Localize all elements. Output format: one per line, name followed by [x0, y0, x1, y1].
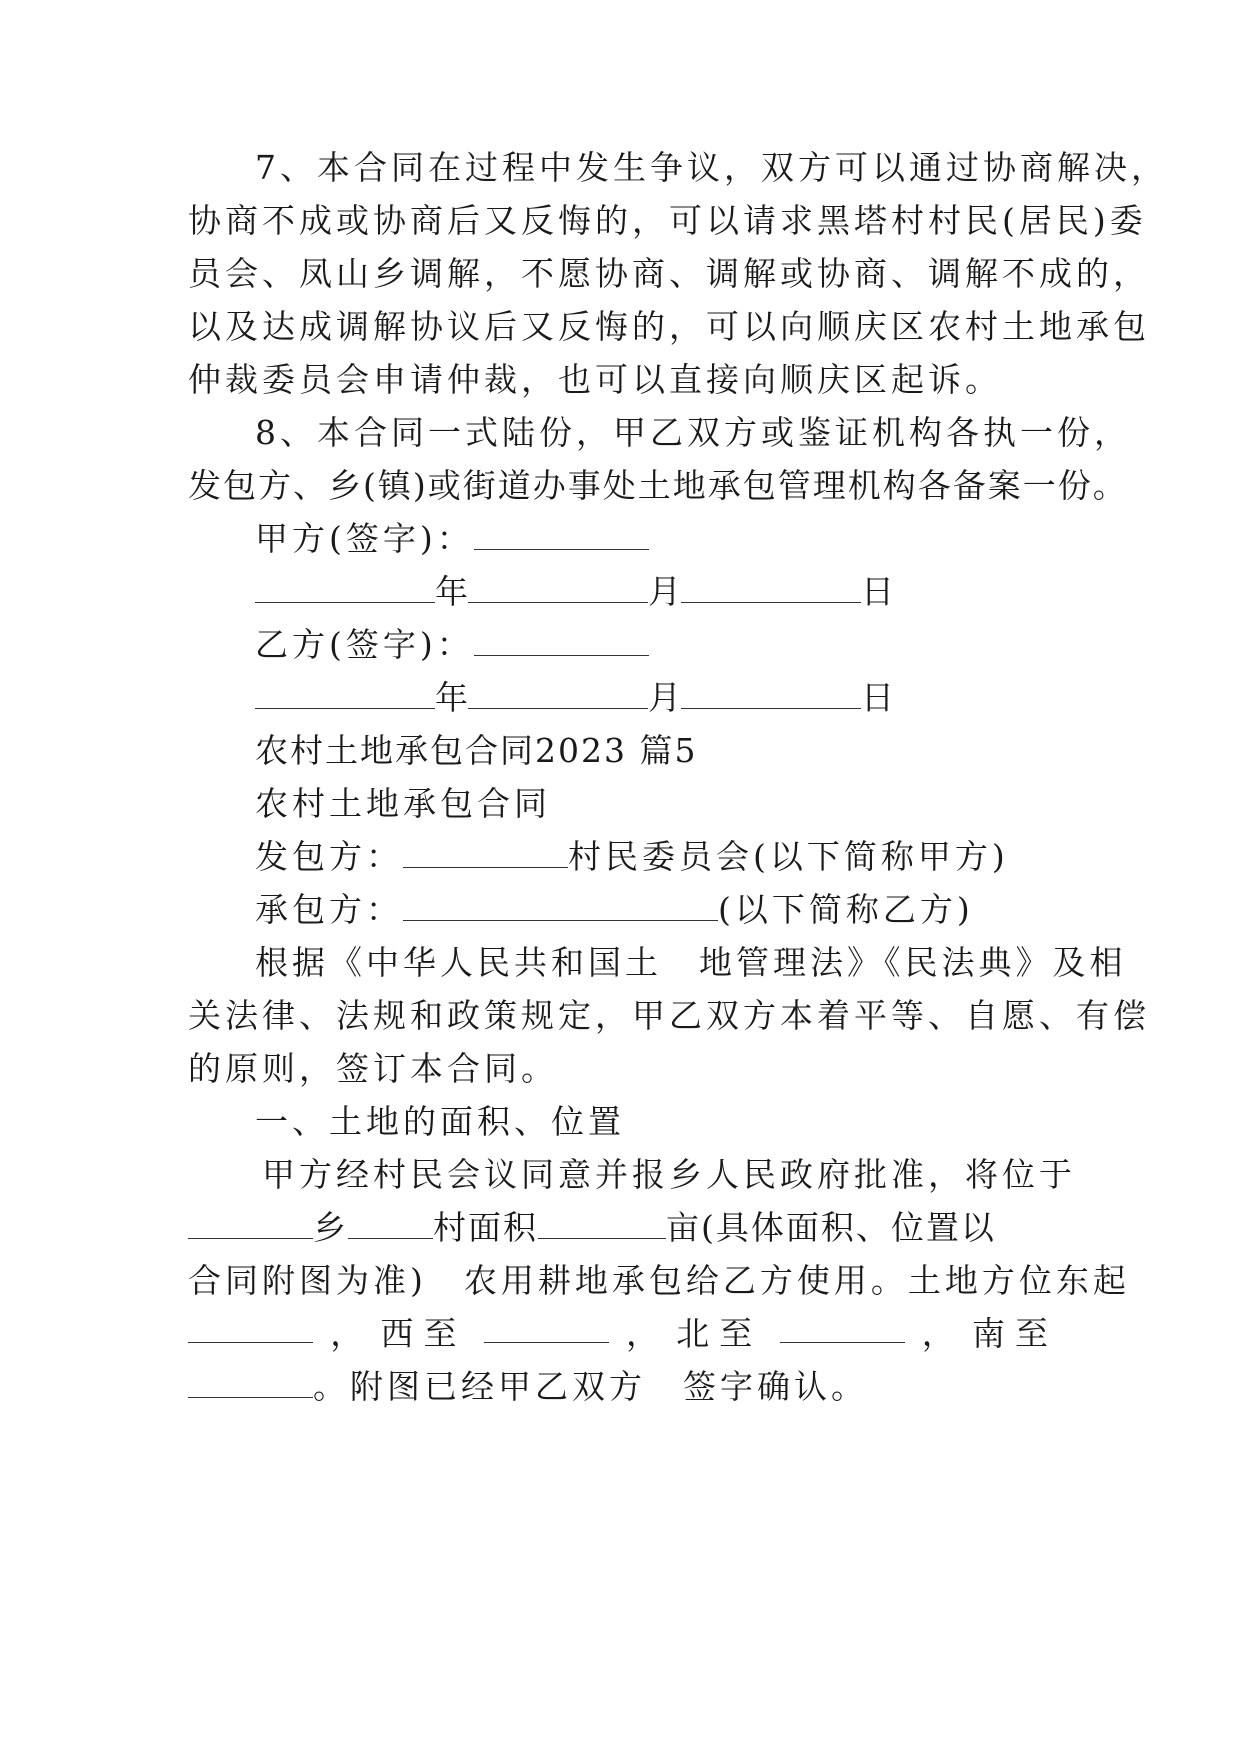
comma-1: ， — [330, 1314, 364, 1353]
clause-7-line-2: 协商不成或协商后又反悔的，可以请求黑塔村村民(居民)委 — [188, 201, 1147, 240]
day-label: 日 — [861, 572, 894, 611]
clause-7-line-5: 仲裁委员会申请仲裁，也可以直接向顺庆区起诉。 — [188, 360, 1002, 399]
clause-7-line-4: 以及达成调解协议后又反悔的，可以向顺庆区农村土地承包 — [188, 307, 1150, 346]
signature-b-row — [255, 625, 1125, 665]
comma-2: ， — [626, 1314, 659, 1353]
north-label: 北至 — [676, 1314, 763, 1353]
employer-label: 发包方： — [255, 837, 403, 876]
year-label: 年 — [435, 678, 468, 717]
clause-8-line-1: 8、本合同一式陆份，甲乙双方或鉴证机构各执一份， — [255, 413, 1131, 452]
intro-line-1: 根据《中华人民共和国土 地管理法》《民法典》及相 — [255, 943, 1127, 982]
south-blank[interactable] — [188, 1369, 313, 1398]
contract-title: 农村土地承包合同 — [255, 784, 551, 823]
intro-line-2: 关法律、法规和政策规定，甲乙双方本着平等、自愿、有偿 — [188, 996, 1150, 1035]
day-blank[interactable] — [681, 574, 861, 603]
signature-b-blank[interactable] — [474, 627, 649, 656]
mu-label: 亩(具体面积、位置以 — [666, 1208, 996, 1247]
year-blank[interactable] — [255, 574, 435, 603]
intro-line-3: 的原则，签订本合同。 — [188, 1049, 558, 1088]
contractor-blank[interactable] — [403, 892, 718, 921]
month-blank[interactable] — [468, 680, 648, 709]
year-blank[interactable] — [255, 680, 435, 709]
west-blank[interactable] — [484, 1314, 609, 1343]
land-line-5 — [188, 1367, 1058, 1407]
heading-land-area: 一、土地的面积、位置 — [255, 1102, 625, 1141]
signature-a-row — [255, 519, 1125, 559]
signature-a-date-row — [255, 572, 1125, 612]
contractor-label: 承包方： — [255, 890, 403, 929]
employer-suffix: 村民委员会(以下简称甲方) — [568, 837, 1009, 876]
cun-blank[interactable] — [348, 1210, 433, 1239]
contractor-suffix: (以下简称乙方) — [718, 890, 974, 929]
signature-b-label: 乙方(签字)： — [255, 625, 474, 664]
month-label: 月 — [648, 678, 681, 717]
land-line-4 — [188, 1314, 1058, 1354]
contractor-row — [255, 890, 1125, 930]
mu-blank[interactable] — [538, 1210, 666, 1239]
signature-b-date-row — [255, 678, 1125, 718]
west-label: 西至 — [380, 1314, 467, 1353]
east-blank[interactable] — [188, 1314, 313, 1343]
month-blank[interactable] — [468, 574, 648, 603]
cun-label: 村面积 — [433, 1208, 538, 1247]
month-label: 月 — [648, 572, 681, 611]
clause-8-line-2: 发包方、乡(镇)或街道办事处土地承包管理机构各备案一份。 — [188, 466, 1128, 505]
comma-3: ， — [921, 1314, 955, 1353]
clause-7-line-1: 7、本合同在过程中发生争议，双方可以通过协商解决， — [255, 148, 1168, 187]
day-label: 日 — [861, 678, 894, 717]
employer-row — [255, 837, 1125, 877]
south-label: 南至 — [972, 1314, 1058, 1353]
signature-a-label: 甲方(签字)： — [255, 519, 474, 558]
clause-7-line-3: 员会、凤山乡调解，不愿协商、调解或协商、调解不成的， — [188, 254, 1150, 293]
xiang-label: 乡 — [313, 1208, 348, 1247]
land-end: 。附图已经甲乙双方 签字确认。 — [313, 1367, 868, 1406]
land-line-1: 甲方经村民会议同意并报乡人民政府批准，将位于 — [262, 1155, 1076, 1194]
section-title: 农村土地承包合同2023 篇5 — [255, 731, 698, 770]
xiang-blank[interactable] — [188, 1210, 313, 1239]
north-blank[interactable] — [780, 1314, 905, 1343]
land-line-3: 合同附图为准) 农用耕地承包给乙方使用。土地方位东起 — [188, 1261, 1130, 1300]
day-blank[interactable] — [681, 680, 861, 709]
employer-blank[interactable] — [403, 839, 568, 868]
signature-a-blank[interactable] — [474, 521, 649, 550]
year-label: 年 — [435, 572, 468, 611]
land-line-2 — [188, 1208, 1058, 1248]
